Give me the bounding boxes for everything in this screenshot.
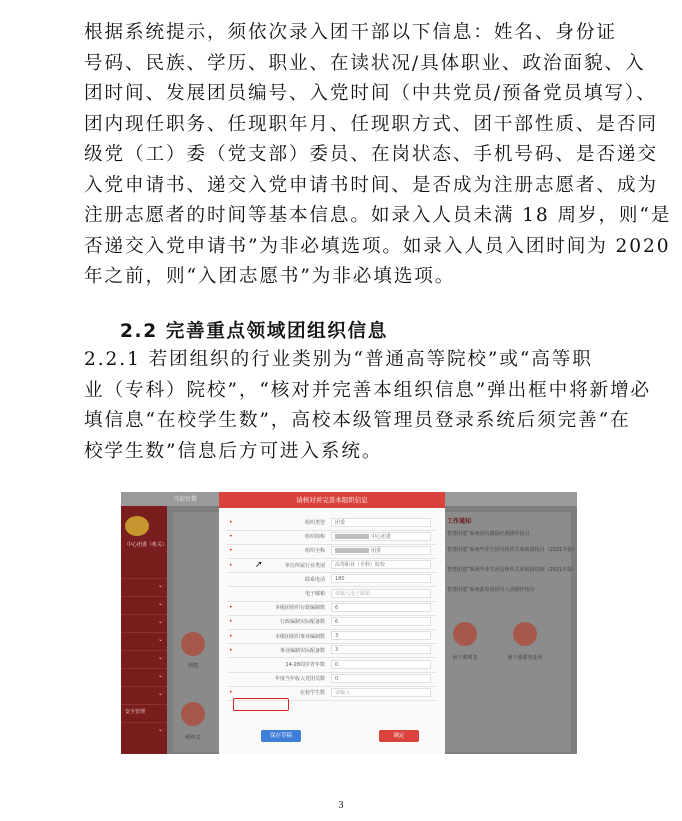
sidebar-item[interactable] <box>121 578 167 593</box>
paragraph-line: 业（专科）院校”，“核对并完善本组织信息”弹出框中将新增必 <box>84 379 652 401</box>
sidebar-item[interactable] <box>121 686 167 701</box>
highlight-box <box>233 698 289 711</box>
form-value: 请输入 <box>335 689 351 696</box>
paragraph-line: 根据系统提示，须依次录入团干部以下信息：姓名、身份证 <box>84 22 617 43</box>
notice-item[interactable]: 智慧团建”系统毕业生团员组织关系转接指引（2021年版） <box>447 547 578 553</box>
required-marker: • <box>229 689 233 697</box>
form-value: 3 <box>335 633 339 640</box>
embedded-screenshot <box>121 492 577 754</box>
tile-label: 团干部职务变更 <box>507 655 543 661</box>
form-label: 电子邮箱 <box>304 591 325 597</box>
sidebar-item[interactable] <box>121 668 167 683</box>
form-value: 团委 <box>371 547 382 554</box>
sidebar-item[interactable] <box>121 722 167 737</box>
paragraph-line: 入党申请书、递交入党申请书时间、是否成为注册志愿者、成为 <box>84 174 658 196</box>
required-marker: • <box>229 519 233 526</box>
paragraph-line: 校学生数”信息后方可进入系统。 <box>84 440 383 462</box>
form-field[interactable] <box>331 574 431 583</box>
confirm-button[interactable]: 确定 <box>379 730 419 742</box>
org-info-modal <box>219 492 445 754</box>
form-value: 请输入电子邮箱 <box>335 590 371 597</box>
chevron-down-icon: ⌄ <box>157 618 163 625</box>
section-heading: 2.2 完善重点领域团组织信息 <box>120 321 388 342</box>
chevron-down-icon: ⌄ <box>157 636 163 643</box>
tile-icon[interactable] <box>181 702 205 726</box>
required-marker: • <box>229 632 233 640</box>
form-label: 组织类型 <box>304 520 325 526</box>
tile-icon[interactable] <box>181 632 205 656</box>
sidebar-item-security[interactable]: 安全管理 <box>121 704 167 719</box>
chevron-down-icon: ⌄ <box>157 600 163 607</box>
modal-header <box>219 492 445 508</box>
form-field[interactable] <box>331 518 431 527</box>
chevron-down-icon: ⌄ <box>157 654 163 661</box>
form-value: 180 <box>335 576 345 583</box>
right-panel <box>443 512 578 752</box>
form-label: 组织简称 <box>304 534 325 541</box>
form-row <box>227 630 437 645</box>
required-marker: • <box>229 604 233 612</box>
form-field[interactable] <box>331 660 431 669</box>
form-row <box>227 587 437 602</box>
app-sidebar <box>121 506 167 754</box>
redacted-text <box>335 548 369 553</box>
modal-title: 请核对并完善本组织信息 <box>296 496 368 504</box>
form-field[interactable] <box>331 589 431 598</box>
form-label: 本级团组织事业编制数 <box>274 633 325 640</box>
logo-icon <box>125 516 149 536</box>
form-value: 中心团委 <box>371 533 392 540</box>
sidebar-item[interactable] <box>121 596 167 611</box>
form-label: 14-28周岁青年数 <box>285 662 325 668</box>
cursor-icon: ➚ <box>255 560 263 570</box>
form-label: 本级团组织行政编制数 <box>274 605 325 612</box>
chevron-down-icon: ⌄ <box>157 690 163 697</box>
form-field[interactable] <box>331 546 431 555</box>
sidebar-item[interactable] <box>121 650 167 665</box>
form-value: 高等职业（专科）院校 <box>335 562 386 569</box>
chevron-down-icon: ⌄ <box>157 726 163 733</box>
form-value: 6 <box>335 604 339 611</box>
form-row <box>227 615 437 630</box>
section-paragraph <box>84 345 652 467</box>
form-field[interactable] <box>331 631 431 640</box>
form-value: 团委 <box>335 519 346 526</box>
form-row <box>227 516 437 531</box>
form-field[interactable] <box>331 645 431 654</box>
paragraph-line: 注册志愿者的时间等基本信息。如录入人员未满 18 周岁，则“是 <box>84 205 672 226</box>
save-draft-button[interactable]: 保存草稿 <box>261 730 301 742</box>
form-label: 行政编制实际配备数 <box>279 619 325 626</box>
chevron-down-icon: ⌄ <box>157 672 163 679</box>
notice-title: 工作通知 <box>447 518 472 525</box>
form-row <box>227 573 437 588</box>
notice-item[interactable]: 智慧团建”系统毕业生团员组织关系转接说明（2021年版） <box>447 567 578 573</box>
sidebar-org-name: 中心团委（机关） <box>127 542 168 548</box>
form-label: 联系电话 <box>304 576 325 583</box>
required-marker: • <box>229 646 233 654</box>
form-field[interactable] <box>331 688 431 697</box>
redacted-text <box>335 534 369 539</box>
form-value: 0 <box>335 675 339 682</box>
required-marker: • <box>229 547 233 555</box>
form-label: 事业编制实际配备数 <box>279 647 325 654</box>
form-field[interactable] <box>331 617 431 626</box>
intro-paragraph <box>84 18 672 293</box>
form-row <box>227 544 437 559</box>
paragraph-line: 2.2.1 若团组织的行业类别为“普通高等院校”或“高等职 <box>84 349 593 370</box>
tile-label: 组织关 <box>185 735 201 741</box>
user-icon[interactable] <box>513 622 537 646</box>
notice-item[interactable]: 智慧团建”系统新发展团员入团操作指引 <box>447 587 535 593</box>
paragraph-line: 填信息“在校学生数”，高校本级管理员登录系统后须完善“在 <box>84 410 631 431</box>
form-label: 组织全称 <box>304 548 325 555</box>
form-field[interactable] <box>331 560 431 569</box>
form-field[interactable] <box>331 603 431 612</box>
form-row <box>227 658 437 673</box>
paragraph-line: 团内现任职务、任现职年月、任现职方式、团干部性质、是否同 <box>84 113 658 135</box>
required-marker: • <box>229 561 233 569</box>
tile-label: 创建 <box>187 663 198 669</box>
sidebar-item[interactable] <box>121 632 167 647</box>
required-marker: • <box>229 533 233 541</box>
form-value: 3 <box>335 647 339 654</box>
paragraph-line: 否递交入党申请书”为非必填选项。如录入人员入团时间为 2020 <box>84 235 671 257</box>
paragraph-line: 团时间、发展团员编号、入党时间（中共党员/预备党员填写）、 <box>84 83 657 104</box>
tile-label: 团干部列表 <box>452 655 478 661</box>
form-label: 单位所属行业类别 <box>284 562 325 569</box>
users-icon[interactable] <box>453 622 477 646</box>
paragraph-line: 级党（工）委（党支部）委员、在岗状态、手机号码、是否递交 <box>84 144 658 165</box>
location-label: 当前位置 <box>173 496 198 503</box>
form-label: 年度当年收入党团员数 <box>274 676 325 683</box>
form-row <box>227 601 437 616</box>
form-value: 0 <box>335 661 339 668</box>
form-label: 在校学生数 <box>299 690 325 697</box>
required-marker: • <box>229 618 233 626</box>
chevron-down-icon: ⌄ <box>157 582 163 589</box>
paragraph-line: 年之前，则“入团志愿书”为非必填选项。 <box>84 266 456 287</box>
notice-item[interactable]: 智慧团建”系统团内激励记载操作指引 <box>447 531 530 537</box>
form-value: 6 <box>335 618 339 625</box>
form-row <box>227 530 437 545</box>
sidebar-item[interactable] <box>121 614 167 629</box>
paragraph-line: 号码、民族、学历、职业、在读状况/具体职业、政治面貌、入 <box>84 52 646 74</box>
form-row <box>227 672 437 687</box>
page-number: 3 <box>338 800 344 811</box>
form-field[interactable] <box>331 532 431 541</box>
form-field[interactable] <box>331 674 431 683</box>
form-row <box>227 644 437 659</box>
